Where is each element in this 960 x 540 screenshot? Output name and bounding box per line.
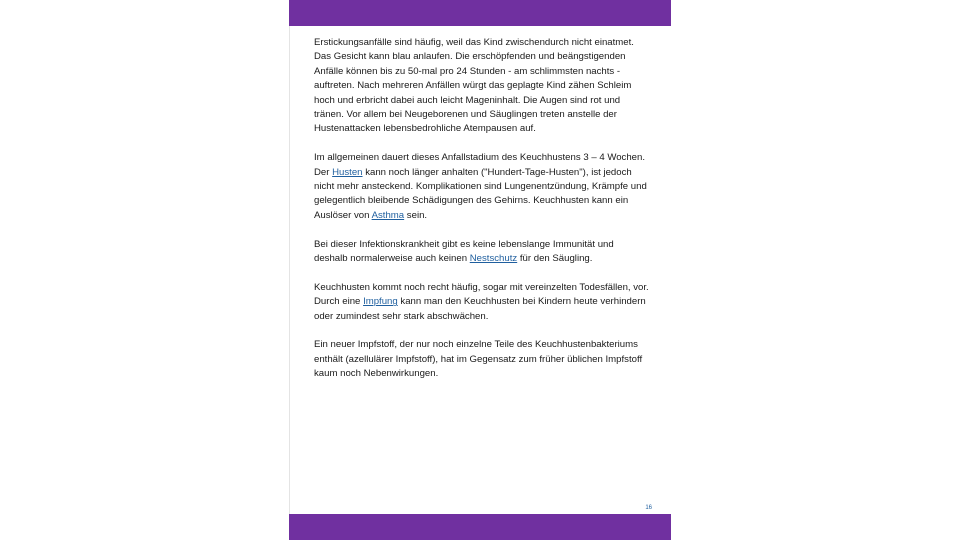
header-band bbox=[289, 0, 671, 26]
paragraph-vaccine bbox=[314, 338, 649, 381]
link-asthma[interactable]: Asthma bbox=[371, 209, 405, 221]
paragraph-immunity-text-1: Bei dieser Infektionskrankheit gibt es keine lebenslange Immunität und deshalb normalerweise auch keinen bbox=[314, 238, 614, 265]
footer-band bbox=[289, 514, 671, 540]
link-nestschutz[interactable]: Nestschutz bbox=[469, 253, 518, 265]
paragraph-vaccination-text-2: kann man den Keuchhusten bei Kindern heute verhindern oder zumindest sehr stark abschwächen. bbox=[314, 296, 646, 322]
paragraph-vaccination-text-1: Keuchhusten kommt noch recht häufig, sogar mit vereinzelten Todesfällen, vor. Durch eine bbox=[314, 281, 649, 308]
paragraph-vaccination bbox=[314, 281, 649, 324]
page-content bbox=[314, 36, 649, 396]
paragraph-vaccine-text: Ein neuer Impfstoff, der nur noch einzelne Teile des Keuchhustenbakteriums enthält (azellulärer Impfstoff), hat im Gegensatz zum früher üblichen Impfstoff kaum noch Nebenwirkungen. bbox=[314, 339, 643, 380]
page-number: 16 bbox=[645, 505, 652, 511]
link-husten[interactable]: Husten bbox=[332, 166, 363, 178]
paragraph-immunity bbox=[314, 238, 649, 267]
paragraph-attacks-text: Erstickungsanfälle sind häufig, weil das Kind zwischendurch nicht einatmet. Das Gesicht kann blau anlaufen. Die erschöpfenden und beängstigenden Anfälle können bis zu 50-mal pro 24 Stunden - am schlimmsten nachts - auftreten. Nach mehreren Anfällen würgt das geplagte Kind zähen Schleim hoch und erbricht dabei auch leicht Mageninhalt. Die Augen sind rot und tränen. Vor allem bei Neugeborenen und Säuglingen treten anstelle der Hustenattacken lebensbedrohliche Atempausen auf. bbox=[314, 37, 634, 135]
link-impfung[interactable]: Impfung bbox=[363, 296, 398, 308]
paragraph-attacks bbox=[314, 36, 649, 137]
paragraph-duration-text-1: Im allgemeinen dauert dieses Anfallstadium des Keuchhustens 3 – 4 Wochen. Der bbox=[314, 152, 646, 178]
paragraph-immunity-text-2: für den Säugling. bbox=[517, 253, 593, 265]
paragraph-duration bbox=[314, 151, 649, 223]
paragraph-duration-text-2: kann noch länger anhalten ("Hundert-Tage-Husten"), ist jedoch nicht mehr ansteckend. Komplikationen sind Lungenentzündung, Krämpfe und gelegentlich bleibende Schädigungen des Gehirns. Keuchhusten kann ein Auslöser von bbox=[314, 166, 647, 221]
paragraph-duration-text-3: sein. bbox=[404, 209, 428, 221]
